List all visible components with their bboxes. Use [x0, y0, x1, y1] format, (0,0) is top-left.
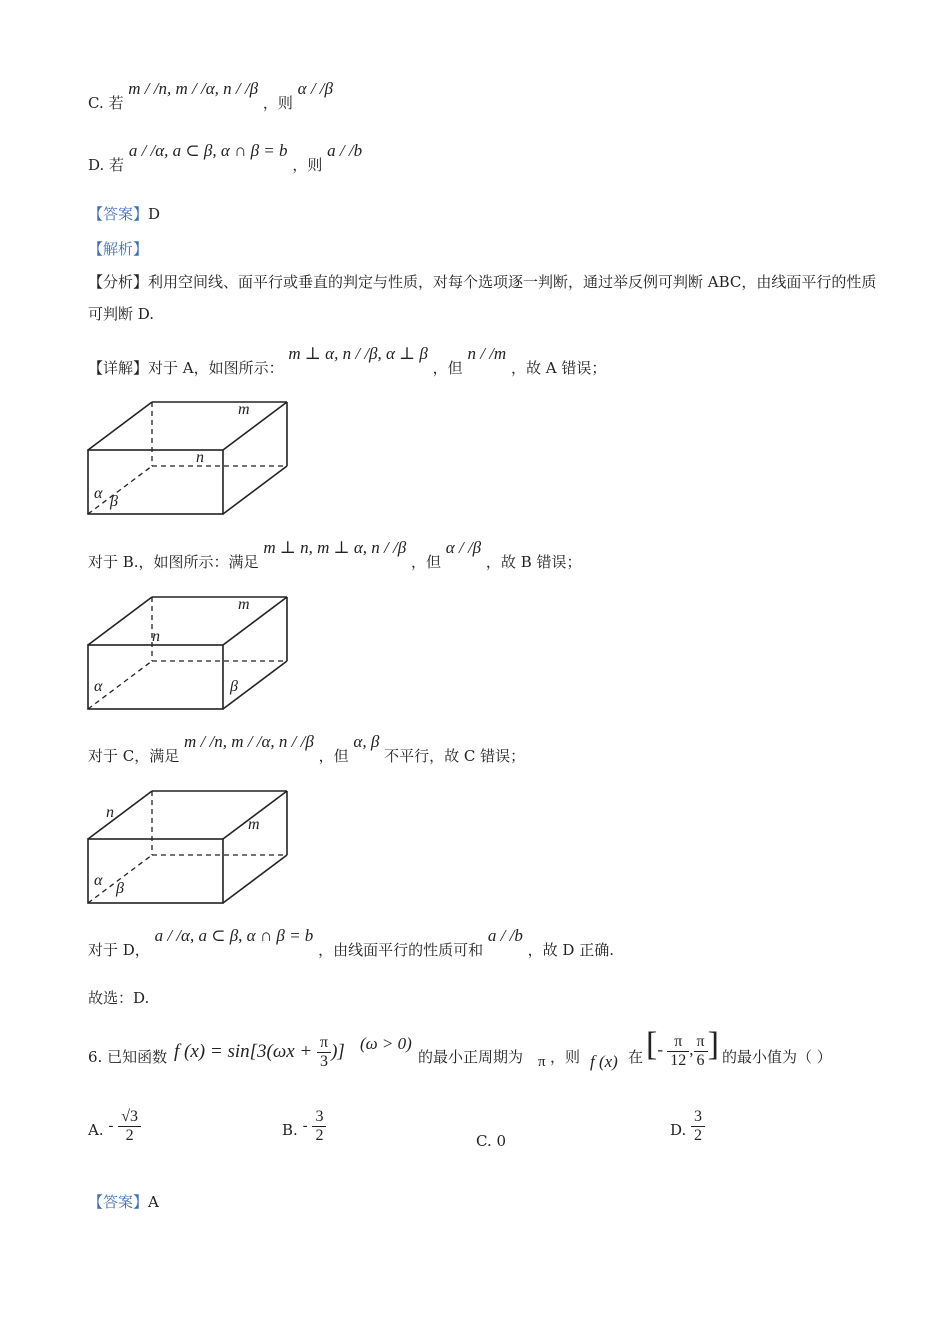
q6-text2: ，则: [550, 1048, 581, 1066]
conclusion: 故选：D.: [88, 989, 150, 1007]
q6-text3: 在: [628, 1048, 644, 1066]
fenxi-text: 利用空间线、面平行或垂直的判定与性质，对每个选项逐一判断，通过举反例可判断 ABC，由线面平行的性质可判断 D.: [88, 273, 877, 323]
option-c-sep: ，则: [262, 94, 293, 112]
q6-fx: f (x): [590, 1052, 618, 1071]
detail-d-condition: a / /α, a ⊂ β, α ∩ β = b: [154, 926, 314, 945]
q6-interval-6: 6: [696, 1051, 705, 1069]
choice-d-num: 3: [691, 1108, 705, 1127]
detail-c: [88, 732, 526, 766]
fig2-label-m: m: [238, 596, 250, 613]
detail-b: [88, 538, 582, 572]
detail-c-condition: m / /n, m / /α, n / /β: [184, 732, 314, 751]
detail-tag: 【详解】: [88, 359, 149, 377]
detail-b-conclusion: α / /β: [445, 538, 482, 557]
q6-interval-pi2: π: [694, 1033, 708, 1052]
detail-b-pre: 对于 B.，如图所示：满足: [88, 553, 259, 571]
answer-6: [88, 1191, 159, 1212]
detail-a-post: ，故 A 错误；: [510, 359, 607, 377]
detail-a: [88, 344, 607, 378]
q6-text4: 的最小值为（ ）: [722, 1048, 832, 1066]
choice-b-den: 2: [315, 1127, 324, 1144]
detail-b-condition: m ⊥ n, m ⊥ α, n / /β: [263, 538, 407, 557]
fig3-label-beta: β: [116, 880, 124, 897]
q6-text1: 的最小正周期为: [418, 1048, 524, 1066]
detail-a-pre: 对于 A，如图所示：: [148, 359, 284, 377]
answer6-tag: 【答案】: [88, 1193, 149, 1211]
q6-number: 6. 已知函数: [88, 1048, 168, 1066]
choice-d-label: D.: [670, 1120, 687, 1139]
q6-function: [174, 1034, 345, 1071]
choice-d-den: 2: [694, 1127, 703, 1144]
option-d: [88, 141, 363, 175]
q6-interval: [- $\frac{\pi}{12}$ , $\frac{\pi}{6}$ ]: [646, 1026, 719, 1069]
detail-a-mid: ，但: [432, 359, 463, 377]
detail-a-conclusion: n / /m: [467, 344, 507, 363]
fig1-label-beta: β: [110, 493, 118, 510]
q6-period: π: [538, 1054, 546, 1070]
answer-5: [88, 203, 160, 224]
fig3-label-alpha: α: [94, 872, 103, 889]
detail-b-mid: ，但: [411, 553, 442, 571]
q6-frac-3: 3: [320, 1053, 329, 1070]
choice-b: [282, 1108, 326, 1145]
option-c: [88, 79, 333, 113]
detail-c-mid: ，但: [318, 747, 349, 765]
figure-2-box: [86, 593, 296, 715]
q6-interval-pi1: π: [667, 1033, 689, 1052]
choice-b-sign: -: [302, 1116, 308, 1135]
q6-close: )]: [331, 1040, 345, 1062]
detail-c-conclusion: α, β: [353, 732, 380, 751]
choice-a-den: 2: [125, 1127, 134, 1144]
detail-d-conclusion: a / /b: [487, 926, 523, 945]
q6-condition: (ω > 0): [360, 1034, 412, 1053]
detail-b-post: ，故 B 错误；: [485, 553, 582, 571]
detail-d-post: ，故 D 正确.: [527, 941, 614, 959]
fig2-label-beta: β: [230, 678, 238, 695]
figure-3-box: [86, 787, 296, 909]
detail-c-post: 不平行，故 C 错误；: [384, 747, 526, 765]
fig1-label-n: n: [196, 449, 204, 466]
option-c-label: C. 若: [88, 94, 124, 112]
option-d-sep: ，则: [292, 156, 323, 174]
choice-c-label: C. 0: [476, 1132, 507, 1150]
choice-a-sign: -: [108, 1116, 114, 1135]
choice-b-num: 3: [312, 1108, 326, 1127]
choice-d: [670, 1108, 705, 1145]
figure-1-box: [86, 398, 296, 520]
answer-value: D: [148, 205, 161, 223]
fig1-label-m: m: [238, 401, 250, 418]
q6-frac-pi: π: [317, 1034, 331, 1053]
option-d-label: D. 若: [88, 156, 125, 174]
fig3-label-n: n: [106, 804, 114, 821]
answer-tag: 【答案】: [88, 205, 149, 223]
option-d-conclusion: a / /b: [327, 141, 363, 160]
choice-b-label: B.: [282, 1120, 298, 1139]
detail-d-pre: 对于 D，: [88, 941, 150, 959]
fig3-label-m: m: [248, 816, 260, 833]
q6-interval-12: 12: [670, 1051, 687, 1069]
choice-a: [88, 1108, 141, 1145]
choice-a-num: √3: [118, 1108, 141, 1127]
choice-c: [476, 1132, 506, 1150]
detail-a-condition: m ⊥ α, n / /β, α ⊥ β: [288, 344, 428, 363]
choice-a-label: A.: [88, 1120, 104, 1139]
option-c-conclusion: α / /β: [297, 79, 333, 98]
detail-c-pre: 对于 C，满足: [88, 747, 180, 765]
detail-d-mid: ，由线面平行的性质可和: [318, 941, 484, 959]
analysis-paragraph: [88, 266, 878, 330]
analysis-tag: 【解析】: [88, 240, 149, 258]
q6-interval-minus: -: [657, 1040, 663, 1059]
option-c-condition: m / /n, m / /α, n / /β: [128, 79, 259, 98]
answer6-value: A: [148, 1193, 159, 1211]
q6-func-text: f (x) = sin[3(ωx +: [174, 1040, 318, 1062]
fig1-label-alpha: α: [94, 485, 103, 502]
detail-d: [88, 926, 614, 960]
fenxi-tag: 【分析】: [88, 273, 149, 291]
fig2-label-alpha: α: [94, 678, 103, 695]
option-d-condition: a / /α, a ⊂ β, α ∩ β = b: [128, 141, 288, 160]
fig2-label-n: n: [152, 628, 160, 645]
